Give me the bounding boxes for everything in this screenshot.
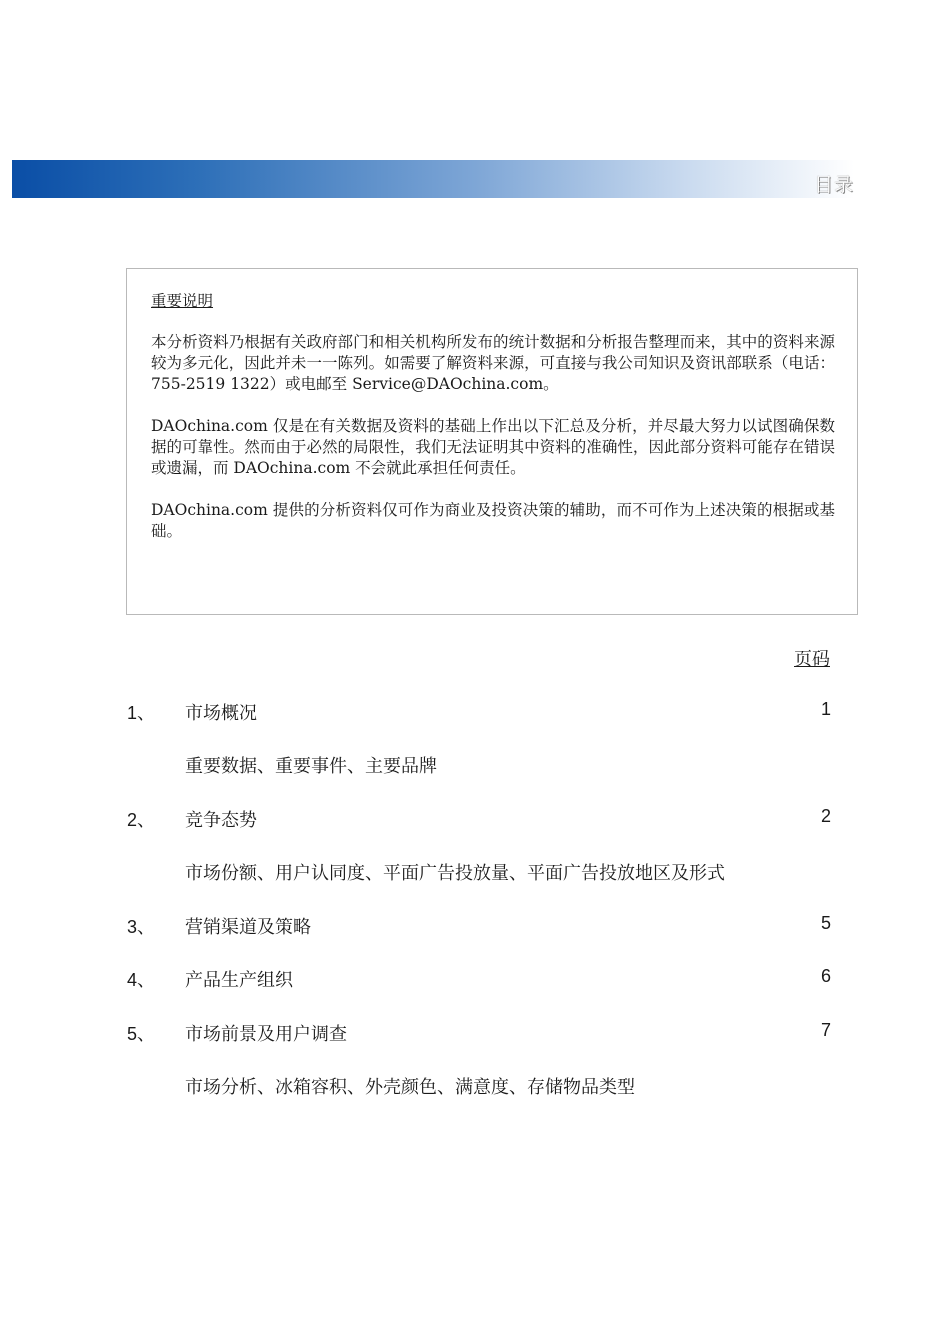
toc-entry-label: 营销渠道及策略 [185,917,311,938]
toc-entry-number: 2、 [127,810,156,830]
notice-heading: 重要说明 [151,292,214,310]
toc-entry[interactable] [127,806,831,836]
toc-entry-label: 竞争态势 [185,810,257,831]
toc-entry-subtopics: 市场份额、用户认同度、平面广告投放量、平面广告投放地区及形式 [185,863,725,884]
toc-entry[interactable] [127,1020,831,1050]
toc-entry[interactable] [127,966,831,996]
toc-entry-number: 5、 [127,1024,156,1044]
toc-entry-subtopics: 重要数据、重要事件、主要品牌 [185,756,437,777]
toc-entry-label: 市场概况 [185,703,257,724]
header-banner [12,160,854,198]
toc-entry-page: 1 [820,699,831,719]
toc-entry-subtopics: 市场分析、冰箱容积、外壳颜色、满意度、存储物品类型 [185,1077,635,1098]
notice-paragraph: DAOchina.com 仅是在有关数据及资料的基础上作出以下汇总及分析，并尽最大努力以试图确保数据的可靠性。然而由于必然的局限性，我们无法证明其中资料的准确性，因此部分资料可能存在错误或遗漏，而 DAOchina.com 不会就此承担任何责任。 [151,417,835,477]
important-notice-box [126,268,858,615]
toc-entry-page: 6 [820,966,831,986]
toc-entry-label: 产品生产组织 [185,970,293,991]
notice-paragraph: DAOchina.com 提供的分析资料仅可作为商业及投资决策的辅助，而不可作为上述决策的根据或基础。 [151,501,835,540]
toc-entry-page: 5 [820,913,831,933]
toc-entry-page: 2 [820,806,831,826]
page-title: 目录 [813,174,854,196]
toc-entry[interactable] [127,699,831,729]
toc-entry[interactable] [127,913,831,943]
notice-paragraph: 本分析资料乃根据有关政府部门和相关机构所发布的统计数据和分析报告整理而来，其中的资料来源较为多元化，因此并未一一陈列。如需要了解资料来源，可直接与我公司知识及资讯部联系（电话：755-2519 1322）或电邮至 Service@DAOchina.com。 [151,333,835,393]
toc-entry-page: 7 [820,1020,831,1040]
toc-entry-number: 1、 [127,703,156,723]
page-number-header: 页码 [794,649,830,670]
toc-entry-number: 4、 [127,970,156,990]
toc-entry-number: 3、 [127,917,156,937]
toc-entry-label: 市场前景及用户调查 [185,1024,347,1045]
